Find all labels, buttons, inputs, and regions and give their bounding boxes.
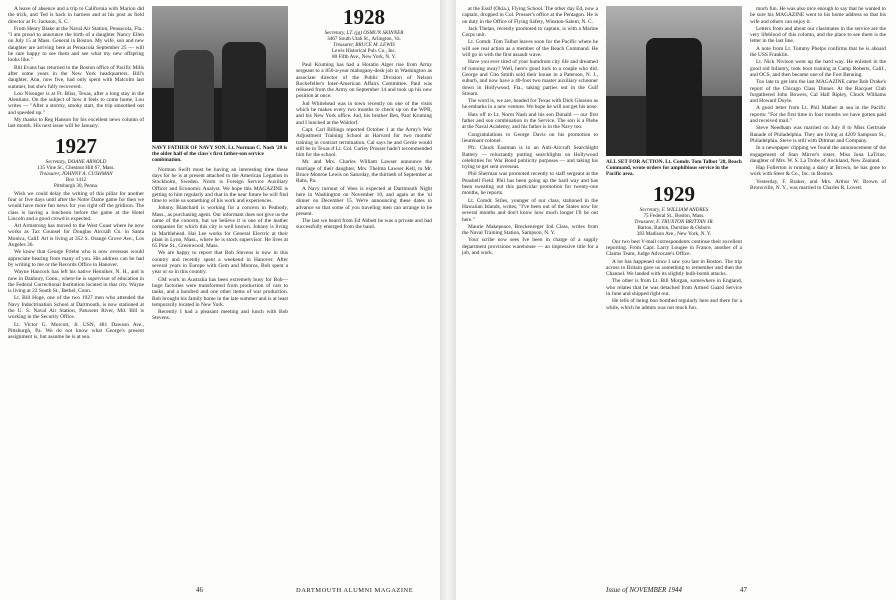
news-paragraph: Art Armstrong has moved to the West Coast where he now works as Tax Counsel for Douglas Aircraft Co. in Santa Monica, Calif. Art is living at 352 S. Orange Grove Ave., Los Angeles 36. [8,223,144,249]
left-column-1 [8,6,144,341]
left-footer [0,586,440,596]
news-paragraph: Lt. Comdr. Stiles, younger of our class, stationed in the Hawaiian Islands, writes, "I've been out of the States now for several months and don't know how much longer I'll be out here." [462,197,598,223]
right-page [456,0,896,600]
page-number: 46 [196,586,203,594]
news-paragraph: We know that George Friebe who is now overseas would appreciate hearing from many of you. His address can be had by writing to me or the Records Office in Hanover. [8,249,144,268]
news-paragraph: We are happy to report that Bob Stevens is now in this country and recently spent a weekend in Hanover. After several years in Europe with Gem and Monros, Bob spent a year or so in this country. [152,250,288,276]
news-paragraph: much fun. He was also nice enough to say that he wanted to be sure his MAGAZINE went to his home address so that his wife and others can enjoy it. [750,6,886,25]
class-secretary: Secretary, F. WILLIAM ANDRES [639,206,709,213]
secretary-address: 135 Vine St., Chestnut Hill 67, Mass. [37,164,115,171]
class-secretary: Secretary, LT. (jg) OSMUN SKINNER [324,30,404,36]
class-treasurer: Treasurer, JOHNNY A. CUSHMAN [39,170,113,177]
news-paragraph: Your scribe now sees Ive been in charge of a supply department provisions warehouse — an impressive title for a job, and work. [462,237,598,256]
treasurer-company: Lewis Historical Pub. Co., Inc. [331,48,397,54]
left-column-3 [296,6,432,232]
news-paragraph: Congratulations to George Davis on his promotion to lieutenant colonel. [462,131,598,144]
right-column-3 [750,6,886,192]
news-paragraph: The other is from Lt. Bill Morgan, somewhere in England, who relates that he was detached from Armed Guard Service in June and shipped right out. [606,278,742,297]
news-paragraph: Capt. Carl Billings reported October 1 at the Army's War Adjustment Training School at Harvard for two months' training in contract termination. Cal says he and Gertie would still be in Texas if Lt. Col. Curley Prosser hadn't recommended him for the school. [296,126,432,159]
left-page [0,0,440,600]
news-paragraph: Paul Kruming has had a Horatio Alger rise from Army sergeant to a 850-a-year mahogany-desk job in Washington as associate director of the Public Division of Nelson Rockefeller's Inter-American Affairs Committee. Paul was released from the Army on September 14 and took up his new position at once. [296,62,432,100]
class-treasurer: Treasurer, F. TRUXTON BRITTAN JR. [634,218,714,225]
news-paragraph: Pfc. Chuck Eastman is in an Anti-Aircraft Searchlight Battery — reluctantly putting searchlights on Hollywood celebrities for War Bond publicity purposes — and taking his trying to get sent overseas. [462,145,598,171]
news-paragraph: A lot has happened since I saw you last in Boston. The trip across to Britain gave us something to remember and then the Channel. We landed with its slightly bulb-bomb attacks. [606,258,742,278]
class-treasurer: Treasurer, BRUCE M. LEWIS [333,42,395,48]
news-paragraph: Hap Fullerton is running a dairy at Brown, he has gone to work with Steer & Co., Inc. in Boston. [750,165,886,178]
class-secretary: Secretary, DOANE ARNOLD [45,158,107,165]
news-paragraph: Bill Evans has returned to the Boston office of Pacific Mills after some years in the New York headquarters. Bill's daughter, Ann, now five, had only spent with Malcolm last summer, but she's fully recovered. [8,64,144,90]
class-year-heading: 1928 [343,5,385,29]
news-paragraph: Lt. Bill Hoge, one of the two 1927 men who attended the Navy Indoctrination School at Dartmouth, is now stationed at the U. S. Naval Air Station, Patuxent River, Md. Bill is working in the Security Office. [8,295,144,321]
photo-caption: ALL SET FOR ACTION. Lt. Comdr. Tom Talbot '28, Beach Command, wrote orders for amphibious service in the Pacific area. [606,159,742,178]
navy-father-son-photo [152,6,288,142]
issue-date: Issue of NOVEMBER 1944 [606,586,683,594]
news-paragraph: A note from Lt. Tommy Phelps confirms that he is aboard the USS Franklin. [750,45,886,59]
news-paragraph: Recently I had a pleasant meeting and lunch with Bob Stevens. [152,309,288,322]
news-paragraph: Letters from and about our classmates in the service are the very lifeblood of this column, and the place to see them is the letter in the last line. [750,25,886,45]
right-footer [456,586,896,596]
news-paragraph: Jud Whitehead was in town recently on one of the visits which he makes every two months to check up on the WPB, and his New York office. Jud, his brother Ben, Paul Kruming and I lunched at the Waldorf. [296,100,432,126]
magazine-title: DARTMOUTH ALUMNI MAGAZINE [296,587,414,594]
news-paragraph: Johnny Blanchard is working for a concern in Peabody, Mass., as purchasing agent. Our informant does not give us the name of the concern, but we believe it is one of the leather companies for which this city is well known. Johnny is living in Marblehead. Hal Lee works for General Electric at their plant in Lynn, Mass., where he is stock supervisor. He lives at 65 Pine St., Greenwood, Mass. [152,205,288,250]
news-paragraph: Too late to get into the last MAGAZINE came Bob Drake's report of the Chicago Class Dinner. At the Racquet Club forgathered John Bowers, Cal Hall Ripley, Chuck Williams and Howard Doyle. [750,79,886,105]
news-paragraph: The last we heard from Ed Abbott he was a private and had successfully emerged from the band. [296,218,432,231]
class-year-heading: 1927 [55,133,97,158]
news-paragraph: Lou Nisonger is at Ft. Bliss, Texas, after a long stay in the Aleutians. On the subject of how it feels to come home, Lou writes — "After a stormy, smoky start, the trip smoothed out and speeded up." [8,90,144,116]
treasurer-address: 383 Madison Ave., New York, N. Y. [636,230,712,237]
news-paragraph: From Henry Blake at the Naval Air Station, Pensacola, Fla.: "I am proud to announce the birth of a daughter Nancy Ellen on July 15 at Mass. General in Boston. My wife, son and new daughter are arriving here at Pensacola September 25 — will be sure happy to see them and see what my new offspring looks like." [8,25,144,64]
news-paragraph: Wayne Hancock has left his native Henniker, N. H., and is now in Danbury, Conn., where he is supervisor of education in the Federal Correctional Institution located in that city. Wayne is living at 23 South St., Bethel, Conn. [8,269,144,295]
news-paragraph: Have you ever tired of your humdrum city life and dreamed of running away? Well, here's good luck to a couple who did. George and Cito Smith sold their house in a Paterson, N. J., suburb, and now have a 40-foot two master auxiliary schooner down in Hollywood, Fla., taking parties out in the Gulf Stream. [462,59,598,97]
class-year-heading: 1929 [653,181,695,206]
left-column-2 [152,6,288,323]
news-paragraph: The word is, we are, headed for Texas with Dick Gleason as he embarks in a new venture. We hope he will not get his nose. [462,98,598,111]
news-paragraph: at the Essif (Okla.), Flying School. The other day Ed, now a captain, dropped in Col. Prosser's office at the Pentagon. He is on duty in the Office of Flying Safety, Winston-Salem, N. C. [462,6,598,25]
news-paragraph: Mr. and Mrs. Charles William Lawser announce the marriage of their daughter, Mrs. Thelma Lawser Kell, to Mr. Bruce Monroe Lewis on Saturday, the thirtieth of September at Rahs, Pa. [296,159,432,185]
photo-caption: NAVY FATHER OF NAVY SON. Lt. Norman C. Nash '28 is the older half of the class's first father-son service combination. [152,145,288,164]
news-paragraph: Jack Thelan, recently promoted to captain, is with a Marine Corps unit. [462,25,598,39]
news-paragraph: GM work in Australia has been extremely busy for Bob—huge factories were transformed from production of cars to tanks, and a hundred and one other items of war production. Bob brought his family home in the late summer and is at least temporarily located in New York. [152,276,288,308]
secretary-address: 3467 South Utah St., Arlington, Va. [327,36,401,42]
news-paragraph: A good letter from Lt. Phil Mather at sea in the Pacific reports: "For the first time in four months we have gotten paid and received mail." [750,105,886,125]
news-paragraph: Yesterday, F. Braker, and Mrs. Arthur W. Brown of Bronxville, N. Y., was married to Charles R. Lovett. [750,178,886,192]
treasurer-address: Box 1412 [65,176,87,183]
news-paragraph: Lt. Comdr. Tom Talbot leaves soon for the Pacific where he will see real action as a member of the Beach Command. He will go in with the first assault wave. [462,39,598,59]
news-paragraph: A Navy turnout of 'ebes is expected at Dartmouth Night here in Washington on November 10, and again at the 'ol dinner on December 15. We're announcing these dates in advance so that some of you traveling men can arrange to be present. [296,185,432,217]
news-paragraph: Lt. Victor G. Morcott, Jr. USN, 481 Dawson Ave., Pittsburgh, Pa. We do not know what George's present assignment is, but assume he is at sea. [8,321,144,341]
treasurer-address: 80 Fifth Ave., New York, N. Y. [332,54,396,60]
news-paragraph: Our two best V-mail correspondents continue their excellent reporting. From Capt. Larry Lougee in France, another of a Claims Team, Judge Advocate's Office. [606,238,742,258]
news-paragraph: Norman Swift must be having an interesting time these days for he is at present attached to the American Legation in Stockholm, Sweden. Norm is Foreign Service Auxiliary Officer and Economic Analyst. We hope this MAGAZINE is getting to him regularly and that in the near future he will find time to write us something of his work and experiences. [152,166,288,205]
news-paragraph: He tells of being bon bombed regularly here and there for a while, which he admits was not much fun. [606,298,742,311]
news-paragraph: A leave of absence and a trip to California with Marion did the trick, and Ted is back in harness and at his post as field director at Ft. Jackson, S. C. [8,6,144,25]
beach-command-officer-photo [606,6,742,156]
treasurer-company: Barton, Barton, Durstine & Osborn [637,224,711,231]
news-paragraph: My thanks to Reg Hanson for his excellent news column of last month. His next issue will be January. [8,117,144,130]
news-paragraph: Wish we could delay the writing of this pillar for another four or five days until after the Notre Dame game for then we would have more fun news for you right off the gridiron. The class is having a luncheon before the game at the Hotel Lincoln and a good crowd is expected. [8,190,144,222]
news-paragraph: Steve Needham was married on July 8 to Miss Gertrude Ranade of Philadelphia. They are living at 4209 Sampson St., Philadelphia. Steve is still with Dittmar and Company. [750,125,886,144]
binding-gutter [440,0,456,600]
news-paragraph: Hats off to Lt. Norm Nash and his son Donald — our first father and son combination in the Service. The son is a Plebe at the Naval Academy, and his father is in the Navy too. [462,111,598,131]
secretary-address: 75 Federal St., Boston, Mass. [643,212,705,219]
news-paragraph: Lt. Nick Nivison went up the hard way. He enlisted in the good old Infantry, took boot training at Camp Roberts, Calif., and OCS, and then became one of the Fort Benning. [750,59,886,78]
treasurer-city: Pittsburgh 30, Penna. [53,182,99,189]
news-paragraph: Phil Sherman was promoted recently to staff sergeant at the Peashell Field. Phil has been going up the hard way and has been sweating out this particular promotion for twenty-one months, he reports. [462,171,598,197]
page-number: 47 [740,586,747,594]
news-paragraph: Maurie Makepeace, Breckenreger Iod Class, writes from the Naval Training Station, Sampson, N. Y. [462,223,598,237]
right-column-1 [462,6,598,257]
right-column-2 [606,6,742,312]
news-paragraph: In a newspaper clipping we found the announcement of the engagement of Stan Mirror's sister, Miss Iona LaTrine, daughter of Mrs. W. S. La Trobe of Auckland, New Zealand. [750,145,886,164]
